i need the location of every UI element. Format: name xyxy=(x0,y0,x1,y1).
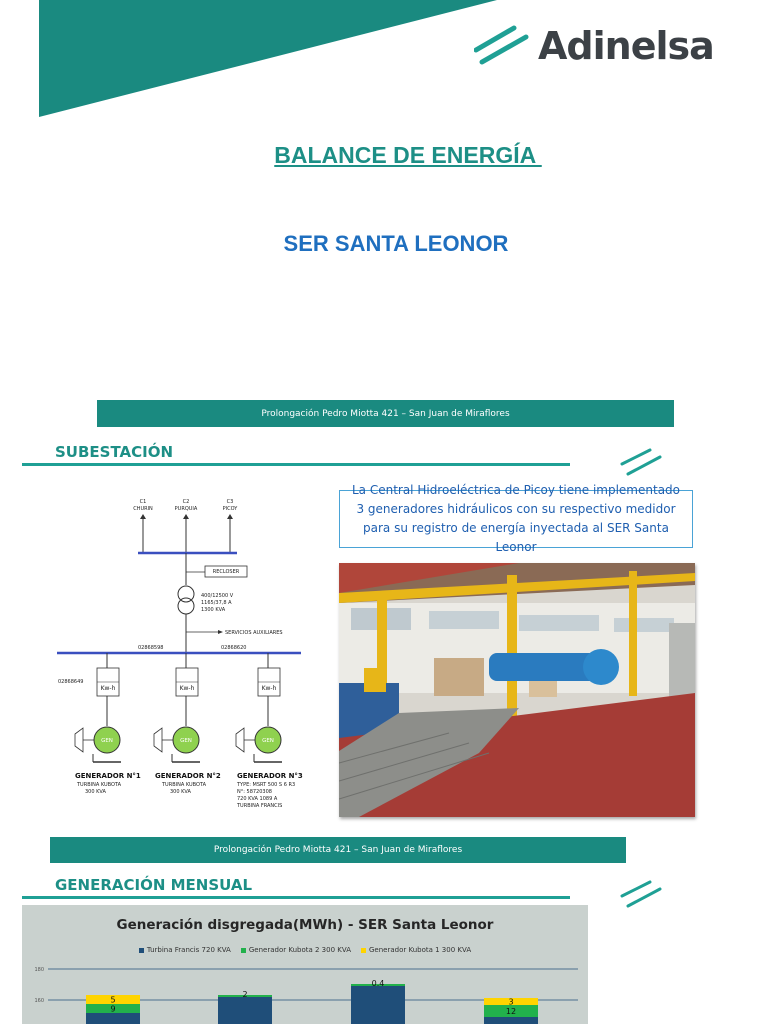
legend-label: Generador Kubota 1 300 KVA xyxy=(368,946,472,954)
meter-id: 02868598 xyxy=(138,645,164,651)
feeder-code: C2 xyxy=(182,499,190,505)
feeder-3 xyxy=(223,499,239,553)
transformer-rating-3: 1300 KVA xyxy=(201,607,226,613)
brand-mark-icon xyxy=(620,880,662,910)
feeder-name: CHURIN xyxy=(133,506,153,512)
footer-address-bar xyxy=(50,837,626,863)
page-subtitle: SER SANTA LEONOR xyxy=(283,231,509,256)
single-line-diagram xyxy=(55,490,317,820)
chart-plot xyxy=(22,905,588,1024)
gen-label: GEN xyxy=(262,738,274,744)
section-divider xyxy=(22,896,570,899)
generator-name: GENERADOR N°2 xyxy=(155,772,221,780)
feeder-code: C3 xyxy=(226,499,234,505)
section-divider xyxy=(22,463,570,466)
gen-label: GEN xyxy=(180,738,192,744)
feeder-2 xyxy=(175,499,198,553)
bar-segment xyxy=(86,1013,140,1024)
generation-chart xyxy=(22,905,588,1024)
generator-detail: TURBINA KUBOTA xyxy=(162,782,207,788)
generator-name: GENERADOR N°3 xyxy=(237,772,303,780)
generator-branch-3 xyxy=(221,645,303,809)
generator-detail: 300 KVA xyxy=(85,789,106,795)
transformer-rating-1: 400/12500 V xyxy=(201,593,234,599)
gen-label: GEN xyxy=(101,738,113,744)
meter-id: 02868649 xyxy=(58,679,84,685)
footer-address: Prolongación Pedro Miotta 421 – San Juan de Miraflores xyxy=(261,408,510,419)
data-label: 9 xyxy=(110,1004,116,1014)
data-label: 12 xyxy=(505,1007,517,1016)
section-title-generacion: GENERACIÓN MENSUAL xyxy=(55,876,253,894)
data-label: 3 xyxy=(508,997,514,1007)
meter-id: 02868620 xyxy=(221,645,247,651)
aux-services-label: SERVICIOS AUXILIARES xyxy=(225,630,283,636)
generator-detail: 720 KVA 1089 A xyxy=(237,796,278,802)
y-tick-label: 160 xyxy=(34,998,44,1004)
footer-address-bar xyxy=(97,400,674,427)
transformer-rating-2: 1165/37,8 A xyxy=(201,600,232,606)
generator-detail: TURBINA FRANCIS xyxy=(237,803,283,809)
data-label: 2 xyxy=(242,990,248,999)
info-callout xyxy=(339,483,693,554)
brand-mark-icon xyxy=(620,448,662,478)
meter-label: Kw-h xyxy=(100,685,116,692)
brand-name: Adinelsa xyxy=(538,24,714,68)
feeder-name: PICOY xyxy=(222,506,238,512)
generator-branch-1 xyxy=(58,653,141,795)
footer-address: Prolongación Pedro Miotta 421 – San Juan de Miraflores xyxy=(213,845,463,855)
data-label: 0.4 xyxy=(371,979,385,988)
bar-segment xyxy=(484,1017,538,1024)
meter-label: Kw-h xyxy=(261,685,277,692)
generator-name: GENERADOR N°1 xyxy=(75,772,141,780)
section-title-subestacion: SUBESTACIÓN xyxy=(55,443,174,461)
legend-label: Generador Kubota 2 300 KVA xyxy=(248,946,351,954)
info-callout-text: La Central Hidroeléctrica de Picoy tiene implementado 3 generadores hidráulicos con su respectivo medidor para su registro de energía inyectada al SER Santa Leonor xyxy=(351,483,681,554)
generator-detail: N°: 58720308 xyxy=(237,789,272,795)
generator-detail: TURBINA KUBOTA xyxy=(77,782,122,788)
generator-detail: TYPE: MSRT 500 S 6 R3 xyxy=(237,782,296,788)
powerhouse-photo xyxy=(339,563,695,817)
brand-mark-icon xyxy=(474,24,530,68)
bar-segment xyxy=(351,986,405,1024)
bar-segment xyxy=(218,997,272,1024)
generator-detail: 300 KVA xyxy=(170,789,191,795)
brand-logo xyxy=(474,24,714,68)
chart-title: Generación disgregada(MWh) - SER Santa Leonor xyxy=(116,917,494,933)
legend-label: Turbina Francis 720 KVA xyxy=(146,946,231,954)
meter-label: Kw-h xyxy=(179,685,195,692)
generator-branch-2 xyxy=(138,645,221,795)
feeder-name: PURQUIA xyxy=(174,506,198,512)
page-title: BALANCE DE ENERGÍA xyxy=(274,142,542,168)
data-label: 5 xyxy=(110,995,116,1005)
recloser-label: RECLOSER xyxy=(212,569,240,575)
y-tick-label: 180 xyxy=(34,967,44,973)
feeder-1 xyxy=(133,499,153,553)
feeder-code: C1 xyxy=(139,499,147,505)
